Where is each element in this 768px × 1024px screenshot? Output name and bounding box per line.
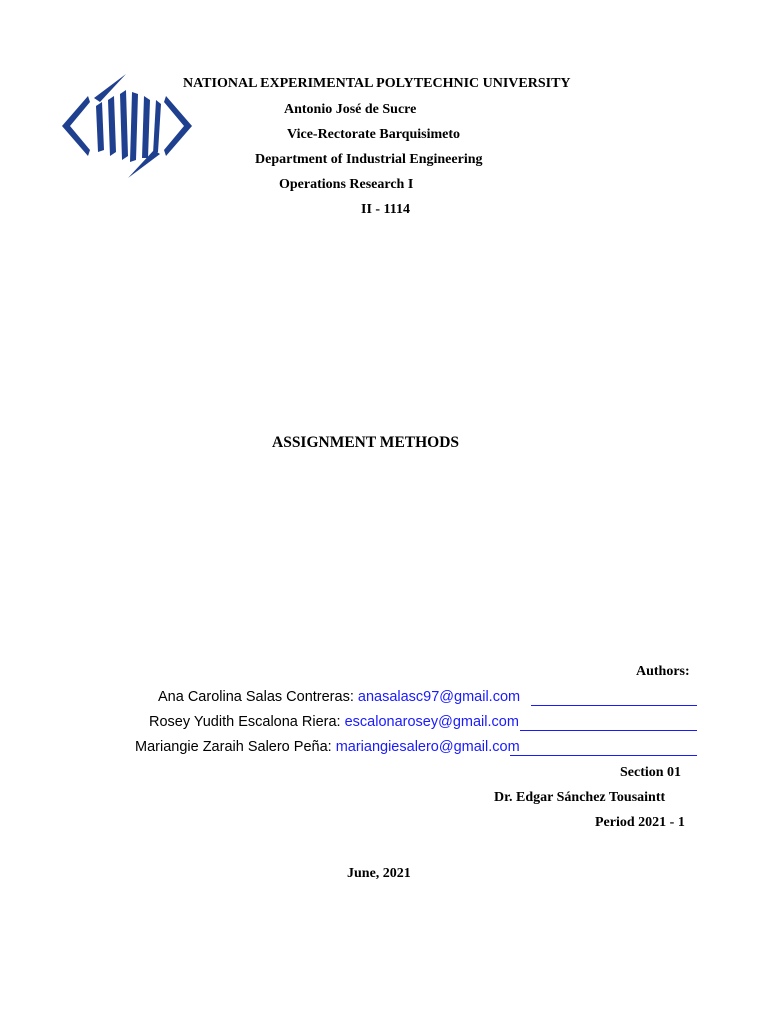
author-email-link[interactable]: escalonarosey@gmail.com	[344, 714, 519, 730]
university-name: NATIONAL EXPERIMENTAL POLYTECHNIC UNIVERSITY	[183, 76, 571, 91]
professor: Dr. Edgar Sánchez Tousaintt	[494, 790, 666, 805]
email-underline	[520, 730, 697, 731]
author-email-link[interactable]: anasalasc97@gmail.com	[357, 689, 521, 705]
author-email-link[interactable]: mariangiesalero@gmail.com	[335, 739, 520, 755]
document-title: ASSIGNMENT METHODS	[272, 434, 460, 451]
date: June, 2021	[347, 866, 411, 881]
author-name: Mariangie Zaraih Salero Peña:	[135, 739, 332, 755]
period: Period 2021 - 1	[595, 815, 685, 830]
university-logo-icon	[60, 72, 194, 180]
vice-rectorate: Vice-Rectorate Barquisimeto	[287, 127, 460, 142]
author-name: Ana Carolina Salas Contreras:	[158, 689, 354, 705]
author-row	[135, 739, 520, 755]
author-row	[149, 714, 519, 730]
email-underline	[510, 755, 697, 756]
section: Section 01	[620, 765, 682, 780]
course-code: II - 1114	[361, 202, 411, 217]
author-name: Rosey Yudith Escalona Riera:	[149, 714, 341, 730]
university-subtitle: Antonio José de Sucre	[284, 102, 417, 117]
course-name: Operations Research I	[279, 177, 414, 192]
author-row	[158, 689, 520, 705]
email-underline	[531, 705, 697, 706]
department: Department of Industrial Engineering	[255, 152, 483, 167]
authors-label: Authors:	[636, 664, 690, 679]
